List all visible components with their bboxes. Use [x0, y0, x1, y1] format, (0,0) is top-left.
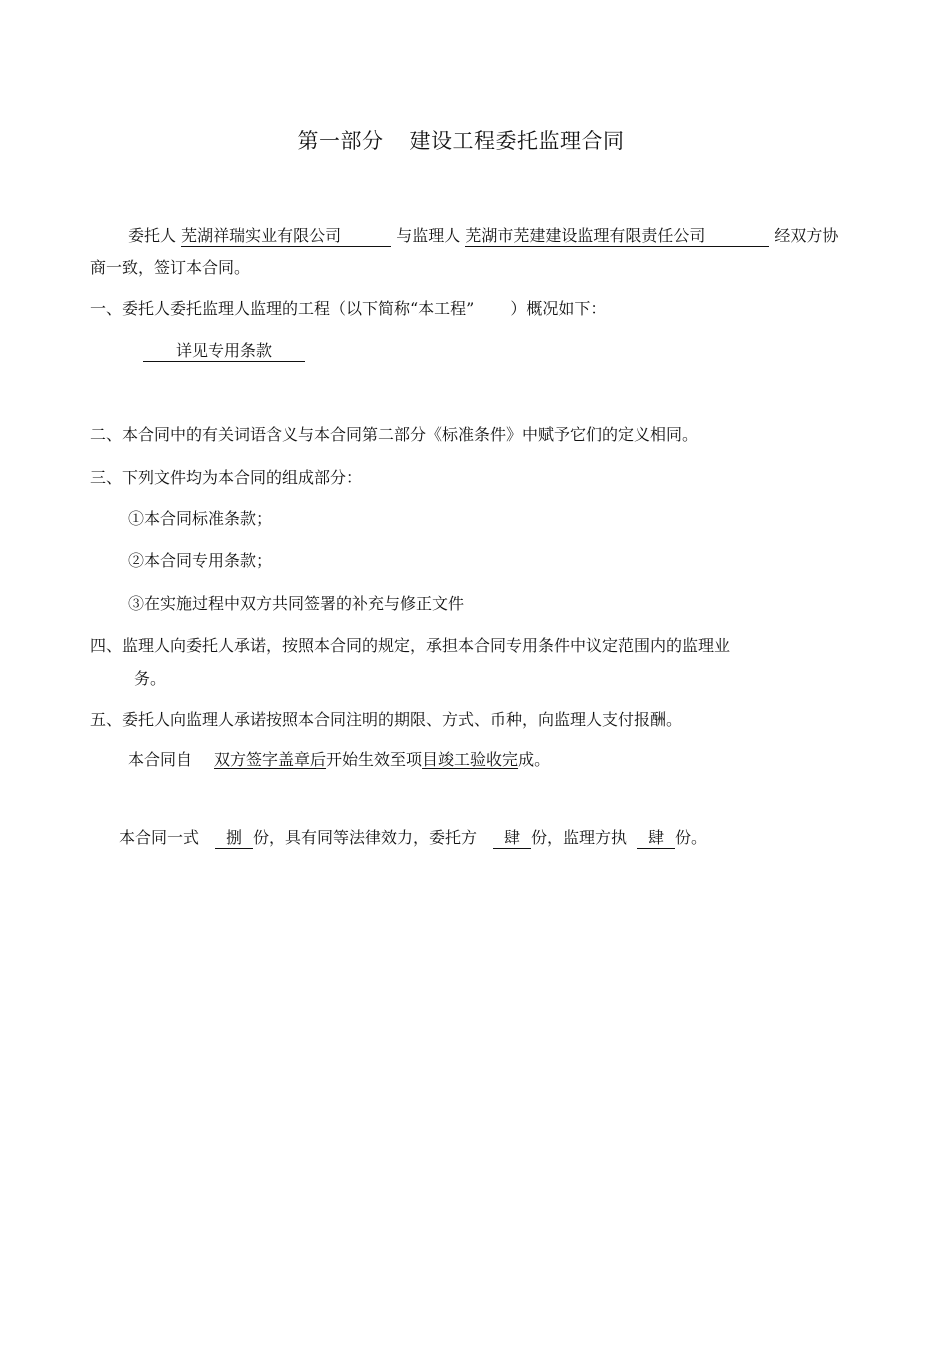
copies-client-field [493, 828, 531, 849]
effective-condition: 双方签字盖章后 [214, 750, 327, 769]
effective-prefix: 本合同自 [128, 750, 193, 769]
clause-1-detail-text: 详见专用条款 [175, 341, 272, 360]
supervisor-name: 芜湖市芜建建设监理有限责任公司 [465, 226, 706, 245]
client-label: 委托人 [128, 226, 177, 245]
copies-text-1: 份，具有同等法律效力，委托方 [253, 828, 478, 847]
clause-4-line-1: 四、监理人向委托人承诺，按照本合同的规定，承担本合同专用条件中议定范围内的监理业 [90, 636, 731, 655]
intro-line-2: 商一致，签订本合同。 [90, 258, 251, 277]
clause-1-detail-field [143, 341, 305, 362]
effective-end-condition: 目竣工验收完 [422, 750, 519, 769]
supervisor-name-field [465, 226, 769, 247]
clause-5: 五、委托人向监理人承诺按照本合同注明的期限、方式、币种，向监理人支付报酬。 [90, 710, 683, 729]
copies-text-2: 份，监理方执 [531, 828, 628, 847]
clause-1-text-a: 一、委托人委托监理人监理的工程（以下简称“本工程” [90, 299, 475, 318]
effective-clause [128, 749, 550, 771]
clause-2: 二、本合同中的有关词语含义与本合同第二部分《标准条件》中赋予它们的定义相同。 [90, 425, 699, 444]
copies-clause [119, 827, 707, 849]
title-part: 第一部分 [297, 129, 384, 153]
clause-3-item: ①本合同标准条款； [128, 509, 273, 528]
copies-total-field [215, 828, 253, 849]
copies-client: 肆 [504, 828, 521, 847]
clause-3-heading: 三、下列文件均为本合同的组成部分： [90, 468, 363, 487]
intro-line-1 [128, 225, 838, 247]
effective-suffix: 成。 [518, 750, 551, 769]
client-name: 芜湖祥瑞实业有限公司 [181, 226, 342, 245]
copies-supervisor-field [637, 828, 675, 849]
page-title [0, 127, 922, 155]
title-name: 建设工程委托监理合同 [409, 129, 625, 153]
clause-3-item: ②本合同专用条款； [128, 551, 273, 570]
clause-1-detail [143, 340, 305, 362]
copies-text-3: 份。 [675, 828, 708, 847]
clause-1-text-b: ）概况如下： [510, 299, 607, 318]
copies-total: 捌 [226, 828, 243, 847]
copies-prefix: 本合同一式 [119, 828, 200, 847]
clause-1 [90, 298, 606, 320]
clause-4-line-2: 务。 [134, 669, 167, 688]
supervisor-label: 与监理人 [396, 226, 461, 245]
client-name-field [181, 226, 391, 247]
intro-tail-1: 经双方协 [774, 226, 839, 245]
effective-middle: 开始生效至项 [326, 750, 423, 769]
copies-supervisor: 肆 [648, 828, 665, 847]
clause-3-item: ③在实施过程中双方共同签署的补充与修正文件 [128, 594, 465, 613]
